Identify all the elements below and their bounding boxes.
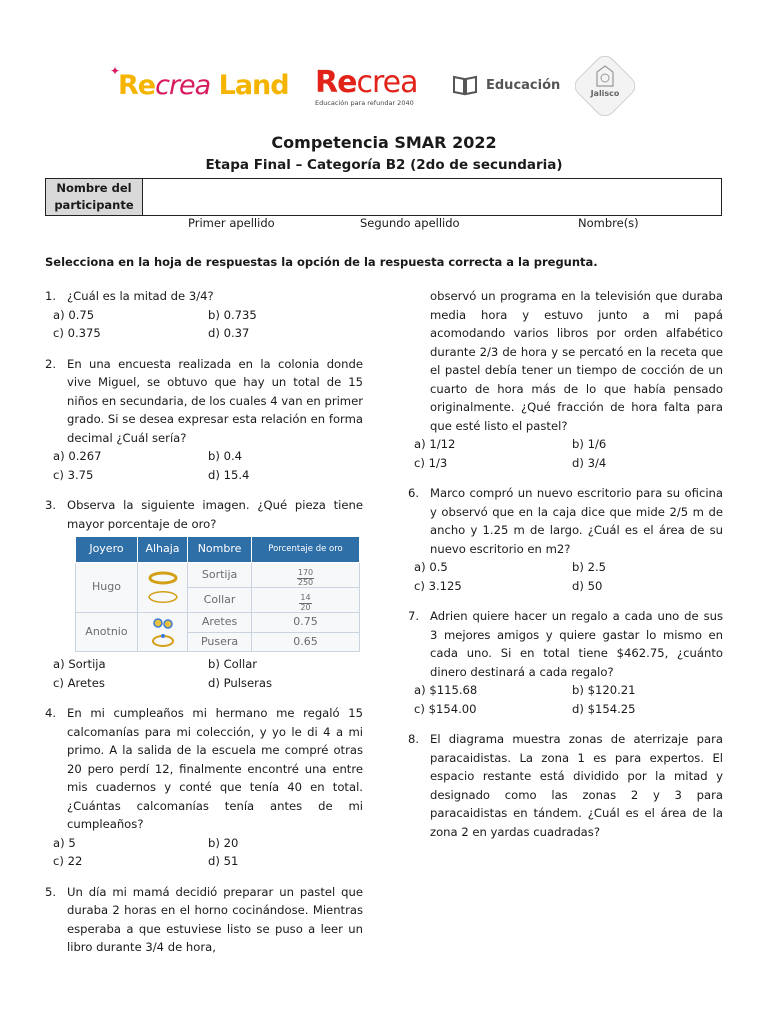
book-icon (452, 74, 478, 96)
option-d: d) 0.37 (208, 326, 250, 340)
option-b: b) 1/6 (572, 437, 607, 451)
question-6: 6. Marco compró un nuevo escritorio para su oficina y observó que en la caja dice que mide 2/5 m de ancho y 1.25 m de largo. ¿Cuál es el área de su nuevo escritorio en m2? a) 0.5 b) 2.5 c) 3.125 d) 50 (408, 484, 723, 595)
option-d: d) 51 (208, 854, 239, 868)
table-row: Collar $\frac{14}{20}$ (76, 588, 360, 613)
option-c: c) 3.75 (53, 467, 94, 482)
svg-text:Jalisco: Jalisco (590, 89, 620, 98)
first-surname-label: Primer apellido (188, 216, 275, 230)
option-c: c) 3.125 (414, 578, 462, 593)
option-c: c) 0.375 (53, 326, 101, 340)
question-3: 3. Observa la siguiente imagen. ¿Qué pieza tiene mayor porcentaje de oro? Joyero Alhaja Nombre Porcentaje de oro Hugo Sortija $\frac{170}{250}$ Collar $\frac{14}{20}$ Anotnio Aretes 0.75 Pusera 0.65 a) Sortija b) Collar c) Aretes d) Pulseras (45, 496, 363, 692)
question-5-continued: observó un programa en la televisión que duraba media hora y estuvo junto a mi papá acomodando varios libros por orden alfabético durante 2/3 de hora y se percató en la receta que el pastel debía tener un tiempo de cocción de un cuarto de hora más de lo que había pensado originalmente. ¿Qué fracción de hora falta para que esté listo el pastel? a) 1/12 b) 1/6 c) 1/3 d) 3/4 (408, 287, 723, 472)
educacion-logo: Educación (452, 74, 560, 96)
question-5: 5. Un día mi mamá decidió preparar un pastel que duraba 2 horas en el horno cocinándose. Mientras esperaba a que estuviese listo se puso a leer un libro durante 3/4 de hora, (45, 884, 363, 954)
option-d: d) 50 (572, 578, 603, 593)
option-c: c) 1/3 (414, 455, 448, 470)
col-joyero: Joyero (76, 537, 138, 563)
gold-percentage-table (75, 536, 360, 652)
col-alhaja: Alhaja (137, 537, 187, 563)
col-porcentaje: Porcentaje de oro (252, 537, 360, 563)
option-b: b) 20 (208, 835, 239, 850)
option-a: a) 5 (53, 835, 76, 850)
table-row: Anotnio Aretes 0.75 (76, 613, 360, 633)
right-column (408, 287, 723, 841)
option-d: d) 3/4 (572, 455, 607, 470)
participant-label: Nombre del participante (46, 179, 143, 215)
table-row: Pusera 0.65 (76, 632, 360, 652)
option-d: d) 15.4 (208, 467, 250, 482)
option-c: c) Aretes (53, 675, 105, 690)
option-b: b) 0.735 (208, 307, 257, 322)
page-subtitle: Etapa Final – Categoría B2 (2do de secundaria) (205, 157, 563, 173)
ring-icon (147, 570, 179, 586)
jalisco-seal-icon (575, 56, 635, 116)
option-c: c) $154.00 (414, 701, 477, 716)
option-a: a) 1/12 (414, 437, 456, 451)
option-a: a) 0.5 (414, 560, 448, 574)
left-column (45, 287, 363, 957)
question-4: 4. En mi cumpleaños mi hermano me regaló 15 calcomanías para mi colección, y yo le di 4 a mi primo. A la salida de la escuela me compré otras 20 pero perdí 12, finalmente encontré una entre mis cuadernos y conté que tenía 40 en total. ¿Cuántas calcomanías tenía antes de mi cumpleaños? a) 5 b) 20 c) 22 d) 51 (45, 704, 363, 871)
given-names-label: Nombre(s) (578, 216, 639, 230)
option-b: b) $120.21 (572, 683, 636, 697)
option-d: d) Pulseras (208, 675, 273, 690)
second-surname-label: Segundo apellido (360, 216, 460, 230)
option-c: c) 22 (53, 854, 83, 868)
instructions: Selecciona en la hoja de respuestas la opción de la respuesta correcta a la pregunta. (45, 255, 598, 269)
option-a: a) $115.68 (414, 683, 478, 697)
option-a: a) 0.75 (53, 307, 95, 322)
question-7: 7. Adrien quiere hacer un regalo a cada uno de sus 3 mejores amigos y quiere gastar lo mismo en cada uno. Si en total tiene $462.75, ¿cuánto dinero destinará a cada regalo? a) $115.68 b) $120.21 c) $154.00 d) $154.25 (408, 607, 723, 718)
recrea-logo: Recrea Educación para refundar 2040 (315, 65, 418, 107)
option-b: b) Collar (208, 657, 258, 671)
option-a: a) Sortija (53, 657, 106, 671)
necklace-icon (146, 589, 180, 605)
recrea-land-logo: ✦ Recrea Land (110, 64, 289, 101)
participant-name-box[interactable] (45, 178, 722, 216)
question-1: 1. ¿Cuál es la mitad de 3/4? a) 0.75 b) 0.735 c) 0.375 d) 0.37 (45, 287, 363, 343)
name-field-labels (0, 216, 768, 232)
table-row: Hugo Sortija $\frac{170}{250}$ (76, 563, 360, 588)
question-8: 8. El diagrama muestra zonas de aterrizaje para paracaidistas. La zona 1 es para expertos. El espacio restante está dividido por la mitad y designado como las zonas 2 y 3 para paracaidistas en tándem. ¿Cuál es el área de la zona 2 en yardas cuadradas? (408, 732, 723, 839)
option-d: d) $154.25 (572, 701, 636, 716)
col-nombre: Nombre (188, 537, 252, 563)
earrings-icon (148, 615, 178, 631)
page-title: Competencia SMAR 2022 (271, 133, 497, 152)
option-a: a) 0.267 (53, 449, 102, 463)
option-b: b) 0.4 (208, 449, 243, 463)
bracelet-icon (148, 633, 178, 649)
logo-bar (0, 62, 768, 122)
question-2: 2. En una encuesta realizada en la colonia donde vive Miguel, se obtuvo que hay un total de 15 niños en secundaria, de los cuales 4 van en primer grado. Si se desea expresar esta relación en forma decimal ¿Cuál sería? a) 0.267 b) 0.4 c) 3.75 d) 15.4 (45, 355, 363, 485)
option-b: b) 2.5 (572, 560, 607, 574)
